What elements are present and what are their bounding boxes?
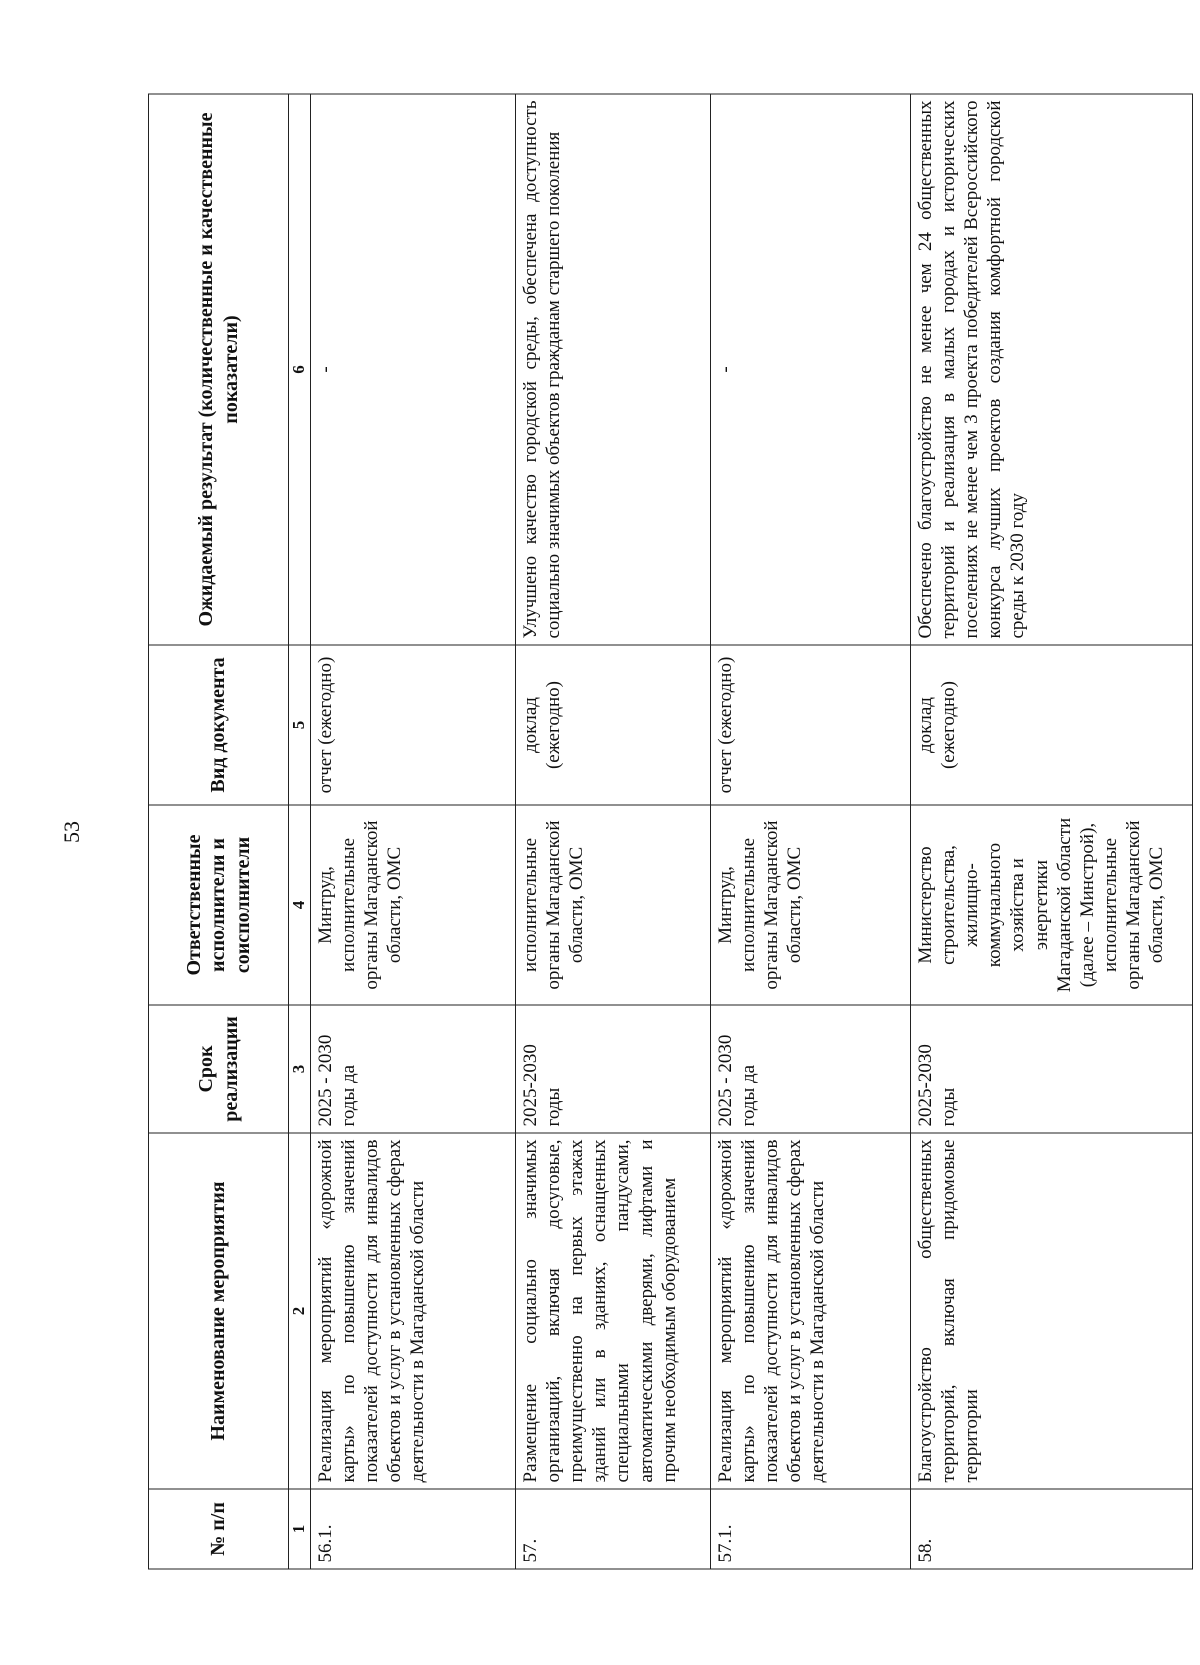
page-number: 53: [59, 821, 84, 843]
header-num: № п/п: [149, 1489, 289, 1569]
header-row: [149, 94, 289, 1569]
implementation-term: 2025-2030 годы: [515, 1005, 710, 1133]
measure-name: Реализация мероприятий «дорожной карты» по повышению значений показателей доступности для инвалидов объектов и услуг в установленных сферах деятельности в Магаданской области: [710, 1133, 910, 1489]
row-number: 56.1.: [310, 1489, 515, 1569]
expected-result: -: [310, 94, 515, 645]
measure-name: Размещение социально значимых организаций, включая досуговые, преимущественно на первых этажах зданий или в зданиях, оснащенных специальными пандусами, автоматическими дверями, лифтами и прочим необходимым оборудованием: [515, 1133, 710, 1489]
column-number: 4: [289, 805, 311, 1005]
responsible-parties: Минтруд, исполнительные органы Магаданской области, ОМС: [310, 805, 515, 1005]
table-row: [310, 94, 515, 1569]
measure-name: Благоустройство общественных территорий, включая придомовые территории: [910, 1133, 1192, 1489]
expected-result: -: [710, 94, 910, 645]
header-name: Наименование мероприятия: [149, 1133, 289, 1489]
column-number: 6: [289, 94, 311, 645]
document-type: доклад (ежегодно): [515, 645, 710, 805]
column-number: 3: [289, 1005, 311, 1133]
measure-name: Реализация мероприятий «дорожной карты» по повышению значений показателей доступности для инвалидов объектов и услуг в установленных сферах деятельности в Магаданской области: [310, 1133, 515, 1489]
column-number: 2: [289, 1133, 311, 1489]
responsible-parties: Минтруд, исполнительные органы Магаданской области, ОМС: [710, 805, 910, 1005]
column-number: 1: [289, 1489, 311, 1569]
row-number: 57.1.: [710, 1489, 910, 1569]
table-row: [710, 94, 910, 1569]
header-result: Ожидаемый результат (количественные и качественные показатели): [149, 94, 289, 645]
implementation-term: 2025 - 2030 годы да: [310, 1005, 515, 1133]
header-doc: Вид документа: [149, 645, 289, 805]
expected-result: Обеспечено благоустройство не менее чем 24 общественных территорий и реализация в малых городах и исторических поселениях не менее чем 3 проекта победителей Всероссийского конкурса лучших проектов создания комфортной городской среды к 2030 году: [910, 94, 1192, 645]
table-row: [910, 94, 1192, 1569]
column-number: 5: [289, 645, 311, 805]
document-type: отчет (ежегодно): [710, 645, 910, 805]
implementation-term: 2025 - 2030 годы да: [710, 1005, 910, 1133]
row-number: 58.: [910, 1489, 1192, 1569]
table-row: [515, 94, 710, 1569]
header-responsible: Ответственные исполнители и соисполнители: [149, 805, 289, 1005]
implementation-term: 2025-2030 годы: [910, 1005, 1192, 1133]
header-term: Срок реализации: [149, 1005, 289, 1133]
document-type: доклад (ежегодно): [910, 645, 1192, 805]
responsible-parties: Министерство строительства, жилищно-коммунального хозяйства и энергетики Магаданской области (далее – Минстрой), исполнительные органы Магаданской области, ОМС: [910, 805, 1192, 1005]
document-type: отчет (ежегодно): [310, 645, 515, 805]
responsible-parties: исполнительные органы Магаданской области, ОМС: [515, 805, 710, 1005]
measures-table: [148, 94, 1193, 1570]
column-number-row: [289, 94, 311, 1569]
measures-table-wrapper: [148, 95, 1188, 1570]
row-number: 57.: [515, 1489, 710, 1569]
expected-result: Улучшено качество городской среды, обеспечена доступность социально значимых объектов гражданам старшего поколения: [515, 94, 710, 645]
